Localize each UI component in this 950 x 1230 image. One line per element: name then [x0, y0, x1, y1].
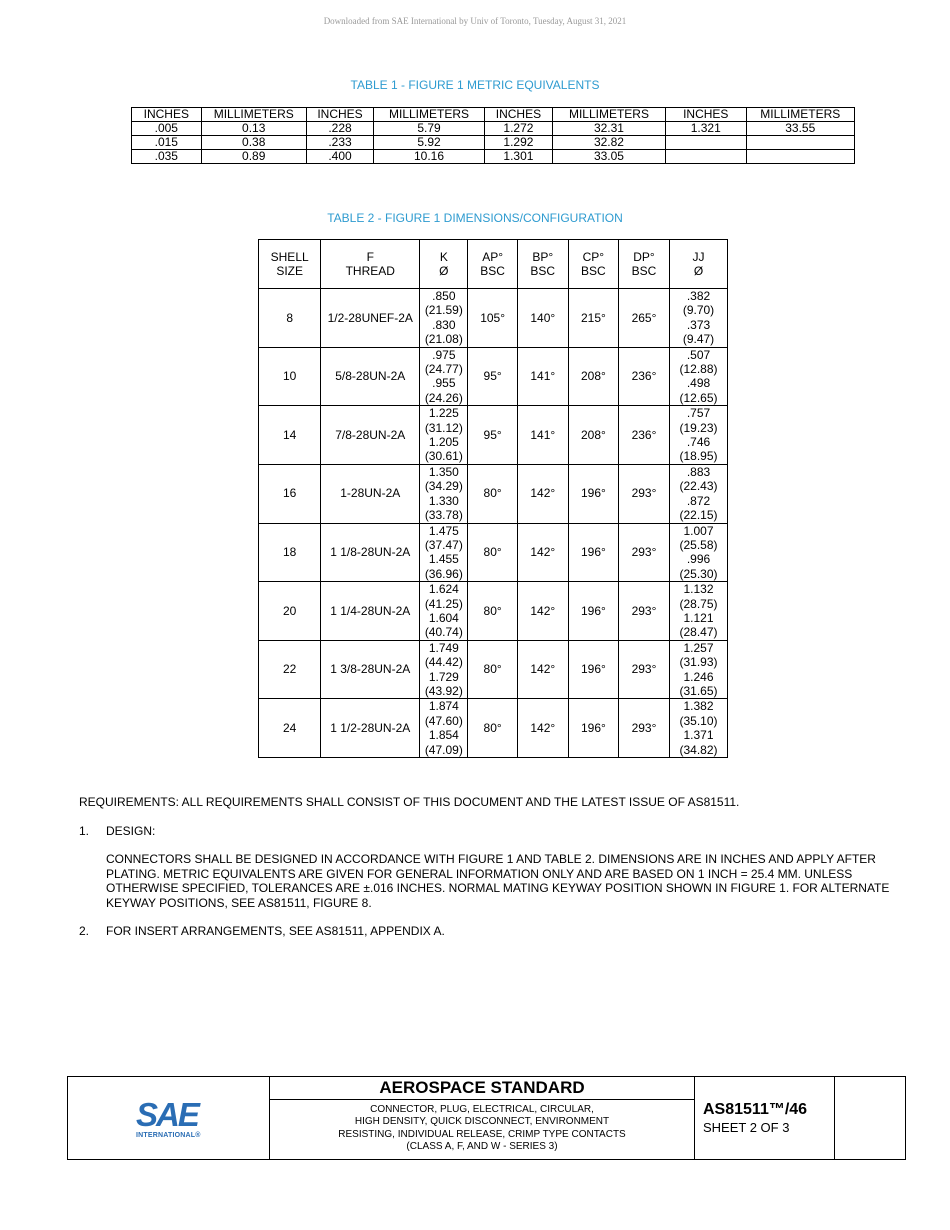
cell-line: 1.132 [683, 582, 714, 597]
table-cell: .035 [132, 150, 202, 164]
table-row [259, 289, 728, 348]
cell-line: K [439, 249, 448, 264]
cell-line: .830 [432, 317, 456, 332]
bp-angle-cell: 141° [517, 406, 568, 465]
cell-line: 1.350 [428, 464, 459, 479]
cell-line: (12.88) [679, 362, 718, 377]
cell-line: (43.92) [424, 683, 463, 698]
description-line: CONNECTOR, PLUG, ELECTRICAL, CIRCULAR, [370, 1104, 594, 1115]
table-row [259, 699, 728, 758]
sae-logo-subtitle: INTERNATIONAL® [136, 1132, 201, 1139]
ap-angle-cell: 95° [468, 347, 517, 406]
cell-line: (41.25) [424, 596, 463, 611]
standard-description [270, 1104, 694, 1153]
ap-angle-cell: 80° [468, 464, 517, 523]
jj-diameter-cell [670, 640, 728, 699]
shell-size-cell: 8 [259, 289, 321, 348]
table-cell: 5.92 [374, 136, 485, 150]
cell-line: 1.749 [428, 640, 459, 655]
description-line: HIGH DENSITY, QUICK DISCONNECT, ENVIRONMENT [354, 1116, 610, 1128]
item-body: CONNECTORS SHALL BE DESIGNED IN ACCORDANCE WITH FIGURE 1 AND TABLE 2. DIMENSIONS ARE IN INCHES AND APPLY AFTER PLATING. METRIC EQUIVALENTS ARE GIVEN FOR GENERAL INFORMATION ONLY AND ARE BASED ON 1 INCH = 25.4 MM. UNLESS OTHERWISE SPECIFIED, TOLERANCES ARE ±.016 INCHES. NORMAL MATING KEYWAY POSITION SHOWN IN FIGURE 1. FOR ALTERNATE KEYWAY POSITIONS, SEE AS81511, FIGURE 8. [106, 852, 890, 910]
table-cell: 33.55 [746, 122, 854, 136]
thread-cell: 1 1/8-28UN-2A [321, 523, 420, 582]
table-cell: 0.38 [201, 136, 306, 150]
cell-line: (24.26) [424, 390, 463, 405]
cell-line: (36.96) [424, 566, 463, 581]
table-row [259, 464, 728, 523]
table-row [259, 640, 728, 699]
k-diameter-cell [420, 640, 468, 699]
cell-line: .757 [686, 406, 711, 421]
cell-line: 1.257 [683, 640, 714, 655]
thread-cell: 1-28UN-2A [321, 464, 420, 523]
cell-line: 1.624 [428, 582, 459, 597]
cell-line: (28.75) [679, 596, 718, 611]
dp-angle-cell: 293° [618, 699, 669, 758]
cell-line: F [366, 249, 374, 264]
cell-line: (35.10) [679, 713, 718, 728]
table-row [132, 136, 855, 150]
bp-angle-cell: 141° [517, 347, 568, 406]
ap-angle-cell: 80° [468, 699, 517, 758]
dp-angle-cell: 236° [618, 406, 669, 465]
cell-line: 1.007 [683, 523, 714, 538]
cell-line: (34.29) [424, 479, 463, 494]
cell-line: (40.74) [424, 625, 463, 640]
shell-size-cell: 18 [259, 523, 321, 582]
cell-line: BSC [631, 264, 657, 278]
column-header [517, 240, 568, 289]
shell-size-cell: 16 [259, 464, 321, 523]
ap-angle-cell: 95° [468, 406, 517, 465]
thread-cell: 1 3/8-28UN-2A [321, 640, 420, 699]
table-cell: 1.292 [484, 136, 552, 150]
cp-angle-cell: 196° [568, 640, 618, 699]
cell-line: (28.47) [679, 625, 718, 640]
table-cell: 1.321 [666, 122, 747, 136]
jj-diameter-cell [670, 289, 728, 348]
cell-line: (9.70) [682, 303, 715, 318]
bp-angle-cell: 142° [517, 582, 568, 641]
cell-line: 1.604 [428, 610, 459, 625]
cell-line: (44.42) [424, 655, 463, 670]
table2-caption: TABLE 2 - FIGURE 1 DIMENSIONS/CONFIGURATION [327, 211, 623, 225]
dp-angle-cell: 236° [618, 347, 669, 406]
document-number: AS81511™/46 [703, 1101, 808, 1118]
ap-angle-cell: 105° [468, 289, 517, 348]
dp-angle-cell: 293° [618, 582, 669, 641]
jj-diameter-cell [670, 347, 728, 406]
cp-angle-cell: 196° [568, 699, 618, 758]
cell-line: (22.15) [679, 508, 718, 523]
cell-line: (21.59) [424, 303, 463, 318]
document-number-cell [695, 1077, 835, 1159]
jj-diameter-cell [670, 464, 728, 523]
cell-line: (34.82) [679, 742, 718, 757]
table-cell: 5.79 [374, 122, 485, 136]
column-header: INCHES [306, 108, 373, 122]
cell-line: .373 [686, 317, 711, 332]
shell-size-cell: 14 [259, 406, 321, 465]
table-cell: 1.301 [484, 150, 552, 164]
sae-logo [136, 1098, 206, 1139]
cell-line: (19.23) [679, 420, 718, 435]
cell-line: (22.43) [679, 479, 718, 494]
table-cell: 0.89 [201, 150, 306, 164]
cell-line: (37.47) [424, 537, 463, 552]
thread-cell: 1 1/2-28UN-2A [321, 699, 420, 758]
column-header [420, 240, 468, 289]
cell-line: BSC [581, 264, 606, 278]
logo-cell [68, 1077, 270, 1159]
table-cell [666, 150, 747, 164]
cell-line: (33.78) [424, 508, 463, 523]
cell-line: (18.95) [679, 449, 718, 464]
column-header [618, 240, 669, 289]
ap-angle-cell: 80° [468, 523, 517, 582]
jj-diameter-cell [670, 582, 728, 641]
description-line: RESISTING, INDIVIDUAL RELEASE, CRIMP TYPE CONTACTS [338, 1128, 626, 1140]
cell-line: 1.874 [428, 699, 459, 714]
cell-line: Ø [693, 264, 704, 278]
k-diameter-cell [420, 347, 468, 406]
k-diameter-cell [420, 699, 468, 758]
cell-line: .872 [686, 493, 711, 508]
cell-line: AP° [482, 249, 504, 264]
table-cell: .015 [132, 136, 202, 150]
requirements-intro: REQUIREMENTS: ALL REQUIREMENTS SHALL CONSIST OF THIS DOCUMENT AND THE LATEST ISSUE OF AS81511. [79, 795, 740, 809]
column-header: MILLIMETERS [374, 108, 485, 122]
cell-line: 1.455 [428, 552, 459, 567]
cell-line: BP° [532, 249, 554, 264]
cell-line: 1.475 [428, 523, 459, 538]
table-cell: 1.272 [484, 122, 552, 136]
shell-size-cell: 22 [259, 640, 321, 699]
thread-cell: 1 1/4-28UN-2A [321, 582, 420, 641]
metric-equivalents-table [131, 107, 855, 164]
cell-line: 1.382 [683, 699, 714, 714]
cell-line: .498 [686, 376, 711, 391]
cell-line: .955 [432, 376, 456, 391]
download-watermark: Downloaded from SAE International by Univ of Toronto, Tuesday, August 31, 2021 [323, 16, 627, 26]
cell-line: (25.58) [679, 537, 718, 552]
cell-line: Ø [439, 264, 449, 278]
bp-angle-cell: 142° [517, 464, 568, 523]
cell-line: .996 [686, 552, 711, 567]
title-block [67, 1076, 906, 1160]
item-number: 1. [79, 824, 90, 838]
table-cell: 0.13 [201, 122, 306, 136]
table-cell: 33.05 [552, 150, 665, 164]
column-header [321, 240, 420, 289]
cell-line: .975 [432, 347, 456, 362]
sheet-number: SHEET 2 OF 3 [703, 1120, 790, 1135]
item-number: 2. [79, 924, 90, 938]
table-cell: 32.31 [552, 122, 665, 136]
cell-line: .746 [686, 435, 711, 450]
cell-line: (25.30) [679, 566, 718, 581]
cp-angle-cell: 196° [568, 523, 618, 582]
cp-angle-cell: 215° [568, 289, 618, 348]
thread-cell: 7/8-28UN-2A [321, 406, 420, 465]
bp-angle-cell: 142° [517, 699, 568, 758]
k-diameter-cell [420, 406, 468, 465]
cell-line: (24.77) [424, 362, 463, 377]
cell-line: .382 [686, 289, 711, 303]
table-header-row [259, 240, 728, 289]
column-header [259, 240, 321, 289]
standard-cell [270, 1077, 695, 1159]
cp-angle-cell: 208° [568, 347, 618, 406]
standard-title: AEROSPACE STANDARD [270, 1077, 694, 1100]
cell-line: SHELL [270, 249, 309, 264]
column-header: MILLIMETERS [201, 108, 306, 122]
table-cell [746, 150, 854, 164]
cell-line: (30.61) [424, 449, 463, 464]
cell-line: BSC [530, 264, 556, 278]
table-row [259, 523, 728, 582]
cell-line: 1.225 [428, 406, 459, 421]
cell-line: CP° [582, 249, 605, 264]
ap-angle-cell: 80° [468, 582, 517, 641]
table-row [132, 122, 855, 136]
table-cell: .228 [306, 122, 373, 136]
cell-line: 1.330 [428, 493, 459, 508]
table-cell [746, 136, 854, 150]
cell-line: 1.729 [428, 669, 459, 684]
cell-line: .850 [432, 289, 456, 303]
jj-diameter-cell [670, 406, 728, 465]
k-diameter-cell [420, 464, 468, 523]
cell-line: 1.121 [683, 610, 714, 625]
dp-angle-cell: 265° [618, 289, 669, 348]
empty-cell [835, 1077, 905, 1159]
sae-logo-mark: SAE [136, 1096, 198, 1133]
cell-line: (31.65) [679, 683, 718, 698]
column-header: INCHES [132, 108, 202, 122]
table-cell: .005 [132, 122, 202, 136]
table-cell: 32.82 [552, 136, 665, 150]
dp-angle-cell: 293° [618, 464, 669, 523]
column-header [568, 240, 618, 289]
cell-line: DP° [633, 249, 655, 264]
jj-diameter-cell [670, 699, 728, 758]
bp-angle-cell: 142° [517, 640, 568, 699]
cell-line: (9.47) [682, 332, 715, 347]
dp-angle-cell: 293° [618, 640, 669, 699]
thread-cell: 1/2-28UNEF-2A [321, 289, 420, 348]
cell-line: 1.371 [683, 728, 714, 743]
column-header: MILLIMETERS [746, 108, 854, 122]
k-diameter-cell [420, 289, 468, 348]
dimensions-table [258, 239, 728, 758]
shell-size-cell: 24 [259, 699, 321, 758]
k-diameter-cell [420, 582, 468, 641]
table-cell [666, 136, 747, 150]
item-body: FOR INSERT ARRANGEMENTS, SEE AS81511, APPENDIX A. [106, 924, 445, 938]
column-header: INCHES [666, 108, 747, 122]
cp-angle-cell: 208° [568, 406, 618, 465]
cp-angle-cell: 196° [568, 464, 618, 523]
cell-line: THREAD [345, 264, 395, 278]
table-cell: .233 [306, 136, 373, 150]
bp-angle-cell: 142° [517, 523, 568, 582]
table-row [132, 150, 855, 164]
cell-line: (31.93) [679, 655, 718, 670]
table1-caption: TABLE 1 - FIGURE 1 METRIC EQUIVALENTS [350, 78, 600, 92]
table-header-row [132, 108, 855, 122]
shell-size-cell: 20 [259, 582, 321, 641]
cell-line: (31.12) [424, 420, 463, 435]
jj-diameter-cell [670, 523, 728, 582]
cp-angle-cell: 196° [568, 582, 618, 641]
table-cell: 10.16 [374, 150, 485, 164]
cell-line: SIZE [276, 264, 303, 278]
shell-size-cell: 10 [259, 347, 321, 406]
cell-line: .883 [686, 464, 711, 479]
column-header: MILLIMETERS [552, 108, 665, 122]
thread-cell: 5/8-28UN-2A [321, 347, 420, 406]
bp-angle-cell: 140° [517, 289, 568, 348]
column-header: INCHES [484, 108, 552, 122]
cell-line: 1.246 [683, 669, 714, 684]
table-row [259, 347, 728, 406]
ap-angle-cell: 80° [468, 640, 517, 699]
cell-line: JJ [692, 249, 705, 264]
item-title: DESIGN: [106, 824, 156, 838]
cell-line: .507 [686, 347, 711, 362]
table-row [259, 406, 728, 465]
k-diameter-cell [420, 523, 468, 582]
cell-line: 1.854 [428, 728, 459, 743]
table-cell: .400 [306, 150, 373, 164]
cell-line: (47.60) [424, 713, 463, 728]
description-line: (CLASS A, F, AND W - SERIES 3) [406, 1140, 558, 1152]
dp-angle-cell: 293° [618, 523, 669, 582]
column-header [468, 240, 517, 289]
cell-line: (21.08) [424, 332, 463, 347]
table-row [259, 582, 728, 641]
cell-line: 1.205 [428, 435, 459, 450]
column-header [670, 240, 728, 289]
cell-line: (12.65) [679, 390, 718, 405]
cell-line: (47.09) [424, 742, 463, 757]
cell-line: BSC [480, 264, 505, 278]
